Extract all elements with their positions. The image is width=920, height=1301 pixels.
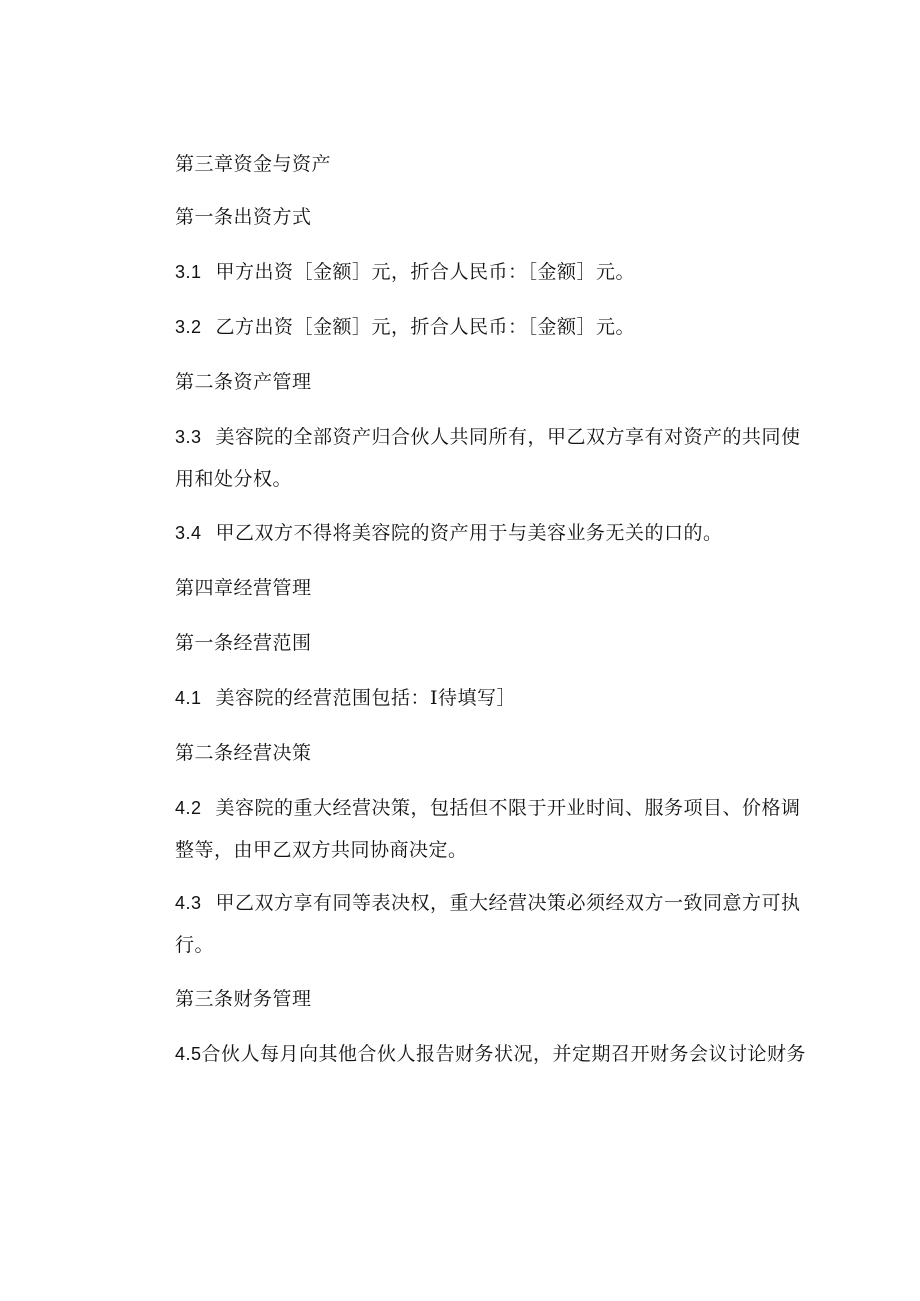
article-2b-heading: 第二条经营决策 (175, 742, 312, 764)
clause-text: 美容院的重大经营决策，包括但不限于开业时间、服务项目、价格调 (215, 797, 801, 819)
clause-3-4 (175, 521, 775, 545)
clause-number: 3.1 (175, 262, 202, 282)
clause-4-5-line-1 (175, 1042, 807, 1066)
clause-4-3-line-2: 行。 (175, 934, 215, 956)
clause-text: 甲乙双方享有同等表决权，重大经营决策必须经双方一致同意方可执 (215, 892, 801, 914)
clause-number: 4.2 (175, 798, 202, 818)
article-2-heading: 第二条资产管理 (175, 371, 312, 393)
chapter-3-heading: 第三章资金与资产 (175, 153, 332, 175)
clause-number: 4.5 (175, 1044, 202, 1064)
clause-3-2 (175, 315, 775, 339)
article-1b-heading: 第一条经营范围 (175, 632, 312, 654)
chapter-4-heading: 第四章经营管理 (175, 577, 312, 599)
clause-4-2-line-2: 整等，由甲乙双方共同协商决定。 (175, 839, 468, 861)
clause-text: 甲方出资［金额］元，折合人民币：［金额］元。 (215, 261, 636, 283)
clause-text: 美容院的经营范围包括：I待填写］ (215, 687, 517, 709)
article-3-heading: 第三条财务管理 (175, 988, 312, 1010)
clause-number: 3.2 (175, 317, 202, 337)
clause-3-1 (175, 260, 775, 284)
clause-number: 3.3 (175, 427, 202, 447)
clause-3-3-line-2: 用和处分权。 (175, 468, 293, 490)
clause-number: 4.1 (175, 688, 202, 708)
clause-4-1 (175, 686, 775, 710)
clause-3-3-line-1 (175, 425, 801, 449)
clause-text: 乙方出资［金额］元，折合人民币：［金额］元。 (215, 316, 636, 338)
clause-4-2-line-1 (175, 796, 801, 820)
clause-text: 合伙人每月向其他合伙人报告财务状况，并定期召开财务会议讨论财务 (201, 1043, 807, 1065)
clause-text: 甲乙双方不得将美容院的资产用于与美容业务无关的口的。 (215, 522, 723, 544)
clause-number: 4.3 (175, 893, 202, 913)
article-1-heading: 第一条出资方式 (175, 206, 312, 228)
clause-number: 3.4 (175, 523, 202, 543)
clause-text: 美容院的全部资产归合伙人共同所有，甲乙双方享有对资产的共同使 (215, 426, 801, 448)
clause-4-3-line-1 (175, 891, 801, 915)
